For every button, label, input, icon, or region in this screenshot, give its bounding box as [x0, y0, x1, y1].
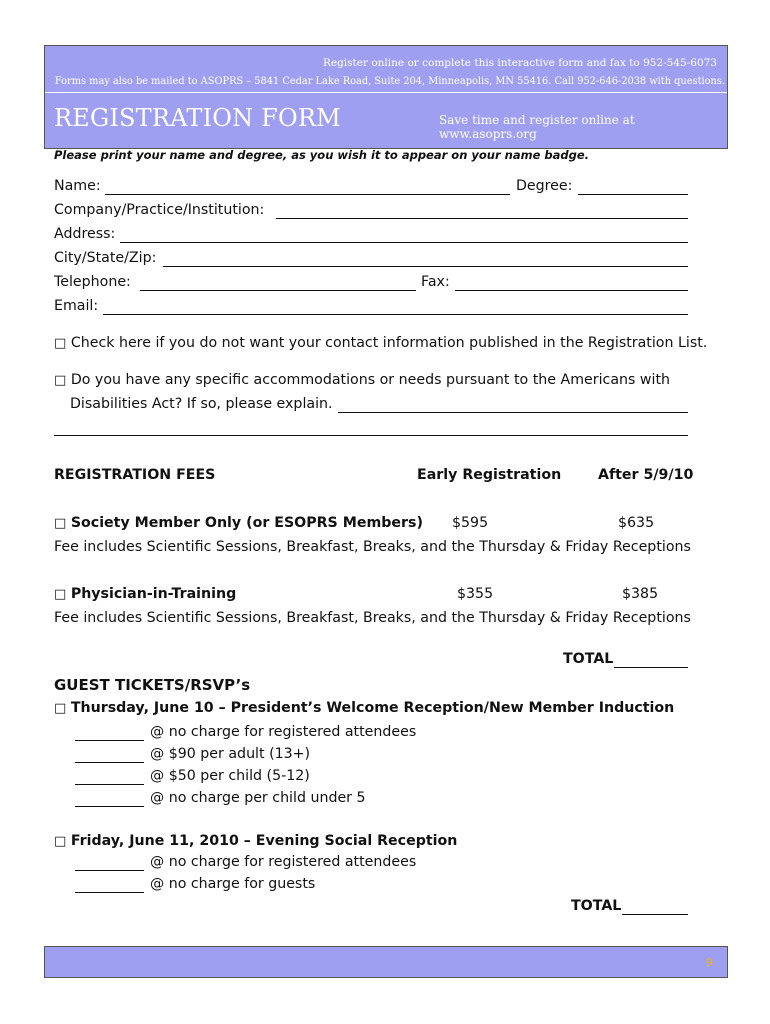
form-title: REGISTRATION FORM — [54, 104, 341, 132]
guest-option: @ $90 per adult (13+) — [150, 746, 311, 762]
header-banner — [44, 45, 728, 149]
fees-total-label: TOTAL — [563, 651, 614, 667]
after-date-header: After 5/9/10 — [598, 467, 694, 483]
physician-in-training-label: Physician-in-Training — [70, 586, 237, 602]
guest-qty-input[interactable] — [75, 806, 144, 807]
fax-input[interactable] — [455, 290, 688, 291]
friday-event-title: Friday, June 11, 2010 – Evening Social Reception — [70, 833, 458, 849]
fee-row-society-member — [54, 515, 423, 531]
ada-checkbox[interactable]: □ — [54, 373, 67, 388]
society-member-early-fee: $595 — [452, 515, 489, 531]
header-mail-line: Forms may also be mailed to ASOPRS – 5841 Cedar Lake Road, Suite 204, Minneapolis, MN 55416. Call 952-646-2038 with questions. — [54, 76, 725, 87]
guest-option: @ no charge for registered attendees — [150, 724, 417, 740]
guest-qty-input[interactable] — [75, 870, 144, 871]
guest-option: @ no charge per child under 5 — [150, 790, 366, 806]
thursday-event-row — [54, 700, 674, 716]
guest-total-input[interactable] — [622, 914, 688, 915]
telephone-input[interactable] — [140, 290, 416, 291]
badge-instructions: Please print your name and degree, as you wish it to appear on your name badge. — [54, 148, 590, 162]
register-online-link[interactable]: Save time and register online at www.asoprs.org — [439, 113, 635, 141]
fees-total-input[interactable] — [614, 667, 688, 668]
fax-label: Fax: — [421, 274, 450, 290]
physician-in-training-after-fee: $385 — [622, 586, 659, 602]
friday-event-row — [54, 833, 457, 849]
optout-row — [54, 335, 707, 351]
city-state-zip-input[interactable] — [163, 266, 688, 267]
company-label: Company/Practice/Institution: — [54, 202, 265, 218]
thursday-event-checkbox[interactable]: □ — [54, 701, 67, 716]
page-number: 9 — [706, 956, 713, 969]
society-member-label: Society Member Only (or ESOPRS Members) — [70, 515, 423, 531]
city-state-zip-label: City/State/Zip: — [54, 250, 157, 266]
ada-explain-input-line2[interactable] — [54, 435, 688, 436]
society-member-description: Fee includes Scientific Sessions, Breakfast, Breaks, and the Thursday & Friday Receptions — [54, 539, 691, 555]
header-fax-line: Register online or complete this interactive form and fax to 952-545-6073 — [322, 57, 717, 69]
early-registration-header: Early Registration — [417, 467, 562, 483]
optout-checkbox[interactable]: □ — [54, 336, 67, 351]
email-label: Email: — [54, 298, 99, 314]
physician-in-training-description: Fee includes Scientific Sessions, Breakfast, Breaks, and the Thursday & Friday Receptions — [54, 610, 691, 626]
friday-event-checkbox[interactable]: □ — [54, 834, 67, 849]
guest-option: @ $50 per child (5-12) — [150, 768, 310, 784]
guest-option: @ no charge for guests — [150, 876, 316, 892]
thursday-event-title: Thursday, June 10 – President’s Welcome Reception/New Member Induction — [70, 700, 675, 716]
ada-row — [54, 372, 670, 388]
address-label: Address: — [54, 226, 116, 242]
email-input[interactable] — [103, 314, 688, 315]
society-member-after-fee: $635 — [618, 515, 655, 531]
physician-in-training-early-fee: $355 — [457, 586, 494, 602]
optout-text: Check here if you do not want your contact information published in the Registration List. — [70, 335, 708, 351]
fees-heading: REGISTRATION FEES — [54, 467, 216, 483]
name-label: Name: — [54, 178, 101, 194]
company-input[interactable] — [276, 218, 688, 219]
ada-question-line2: Disabilities Act? If so, please explain. — [70, 396, 333, 412]
telephone-label: Telephone: — [54, 274, 131, 290]
degree-label: Degree: — [516, 178, 573, 194]
guest-qty-input[interactable] — [75, 892, 144, 893]
footer-bar — [44, 946, 728, 978]
guest-option: @ no charge for registered attendees — [150, 854, 417, 870]
guest-total-label: TOTAL — [571, 898, 622, 914]
guest-qty-input[interactable] — [75, 762, 144, 763]
physician-in-training-checkbox[interactable]: □ — [54, 587, 67, 602]
fee-row-physician-in-training — [54, 586, 236, 602]
ada-explain-input[interactable] — [338, 412, 688, 413]
guest-tickets-heading: GUEST TICKETS/RSVP’s — [54, 676, 251, 694]
ada-question-line1: Do you have any specific accommodations or needs pursuant to the Americans with — [70, 372, 671, 388]
address-input[interactable] — [120, 242, 688, 243]
degree-input[interactable] — [578, 194, 688, 195]
name-input[interactable] — [105, 194, 510, 195]
guest-qty-input[interactable] — [75, 784, 144, 785]
society-member-checkbox[interactable]: □ — [54, 516, 67, 531]
header-divider — [45, 92, 727, 93]
guest-qty-input[interactable] — [75, 740, 144, 741]
